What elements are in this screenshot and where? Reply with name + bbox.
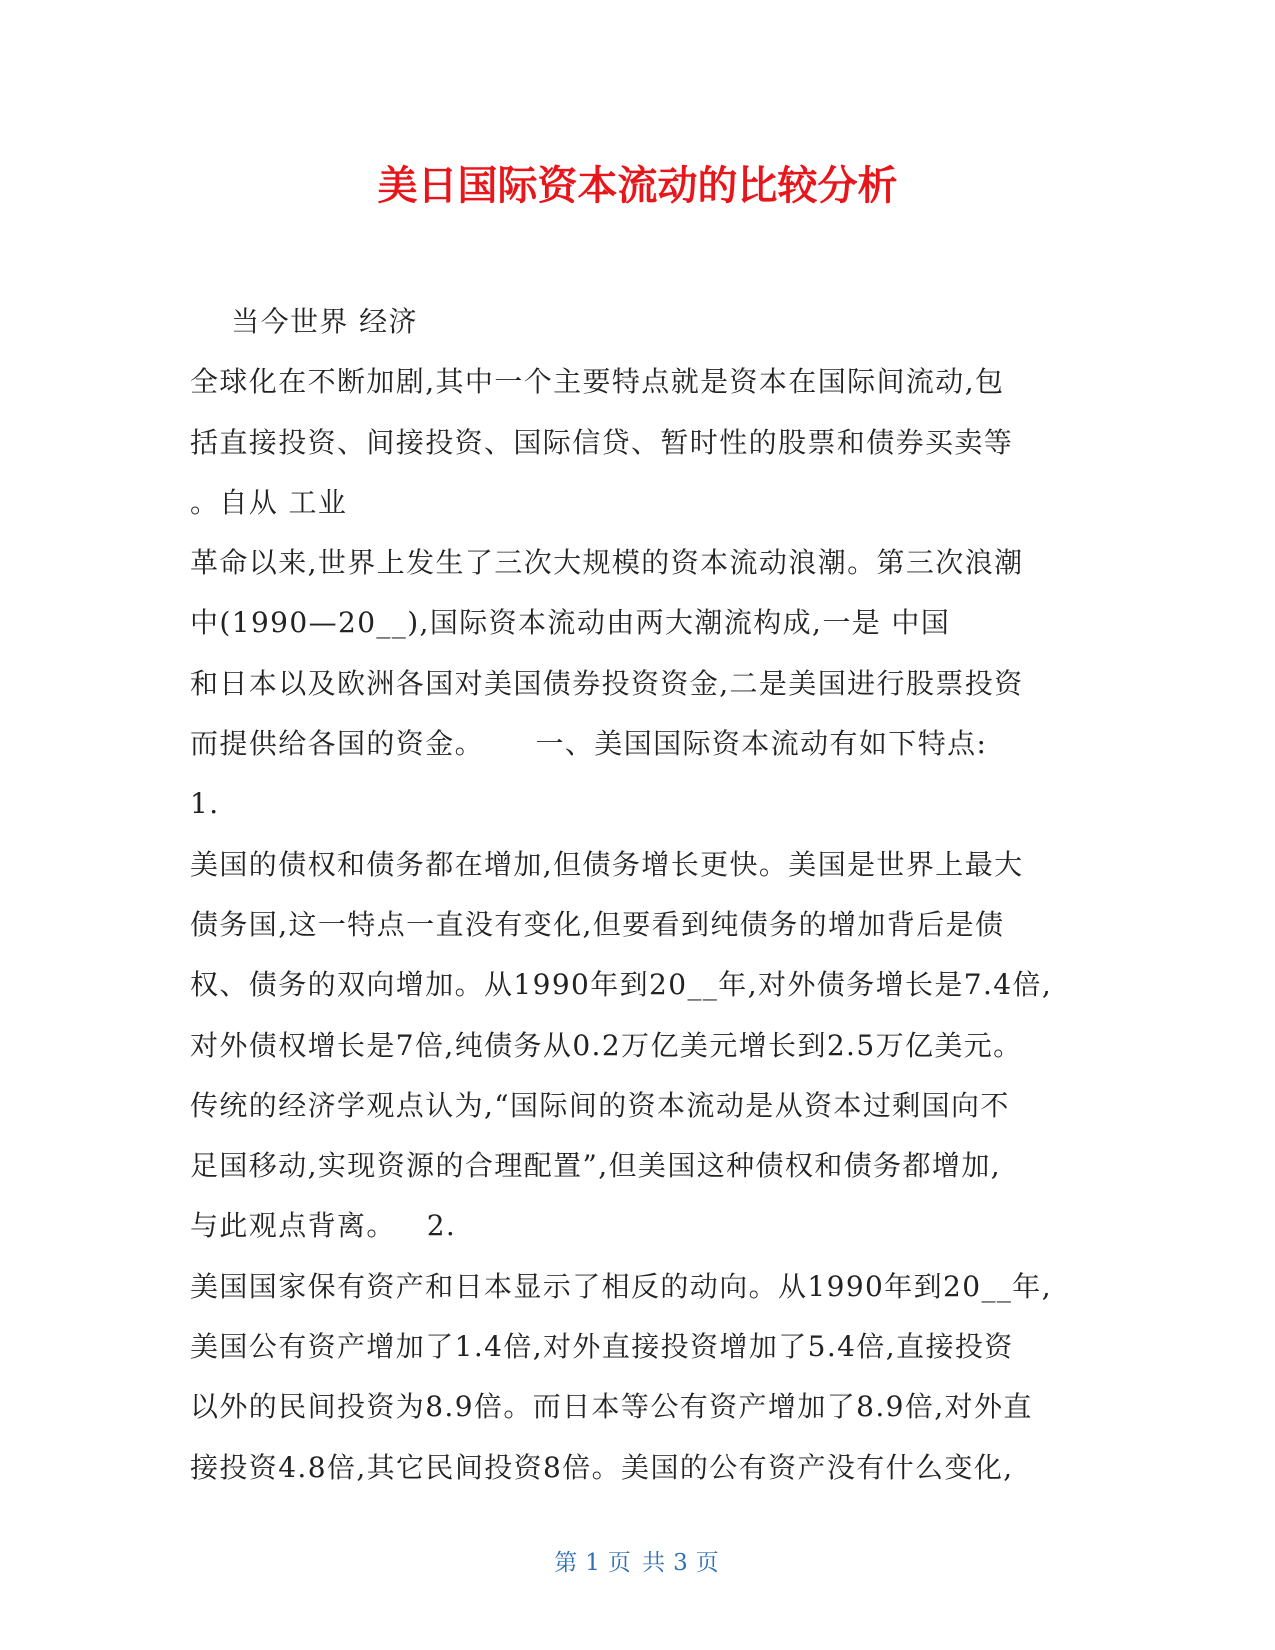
- body-line: 权、债务的双向增加。从1990年到20__年,对外债务增长是7.4倍,: [190, 968, 1053, 1002]
- body-line: 1.: [190, 787, 220, 821]
- body-line: 括直接投资、间接投资、国际信贷、暂时性的股票和债券买卖等: [190, 425, 1014, 459]
- body-line: 美国公有资产增加了1.4倍,对外直接投资增加了5.4倍,直接投资: [190, 1330, 1014, 1364]
- footer-prefix: 第: [554, 1550, 580, 1576]
- body-line: 美国的债权和债务都在增加,但债务增长更快。美国是世界上最大: [190, 847, 1024, 881]
- body-line: 与此观点背离。 2.: [190, 1209, 457, 1243]
- body-line: 对外债权增长是7倍,纯债务从0.2万亿美元增长到2.5万亿美元。: [190, 1028, 1023, 1062]
- body-line: 中(1990—20__),国际资本流动由两大潮流构成,一是 中国: [190, 606, 951, 640]
- body-line: 而提供给各国的资金。 一、美国国际资本流动有如下特点:: [190, 727, 988, 761]
- document-title: 美日国际资本流动的比较分析: [377, 163, 898, 209]
- total-page-count: 3: [673, 1550, 690, 1576]
- body-line: 以外的民间投资为8.9倍。而日本等公有资产增加了8.9倍,对外直: [190, 1390, 1033, 1424]
- body-line: 和日本以及欧洲各国对美国债券投资资金,二是美国进行股票投资: [190, 666, 1024, 700]
- body-line: 革命以来,世界上发生了三次大规模的资本流动浪潮。第三次浪潮: [190, 546, 1024, 580]
- page-footer: [0, 1544, 1275, 1577]
- body-line: 。自从 工业: [190, 485, 348, 519]
- body-line: 足国移动,实现资源的合理配置”,但美国这种债权和债务都增加,: [190, 1149, 1002, 1183]
- current-page-number: 1: [585, 1550, 602, 1576]
- footer-suffix: 页: [695, 1550, 721, 1576]
- body-line: 全球化在不断加剧,其中一个主要特点就是资本在国际间流动,包: [190, 365, 1005, 399]
- body-line: 传统的经济学观点认为,“国际间的资本流动是从资本过剩国向不: [190, 1088, 1010, 1122]
- body-line: 美国国家保有资产和日本显示了相反的动向。从1990年到20__年,: [190, 1269, 1052, 1303]
- document-body: [190, 292, 1090, 1498]
- body-line: 当今世界 经济: [190, 305, 418, 338]
- footer-middle: 页 共: [607, 1550, 668, 1576]
- body-line: 接投资4.8倍,其它民间投资8倍。美国的公有资产没有什么变化,: [190, 1450, 1014, 1484]
- body-line: 债务国,这一特点一直没有变化,但要看到纯债务的增加背后是债: [190, 907, 1005, 941]
